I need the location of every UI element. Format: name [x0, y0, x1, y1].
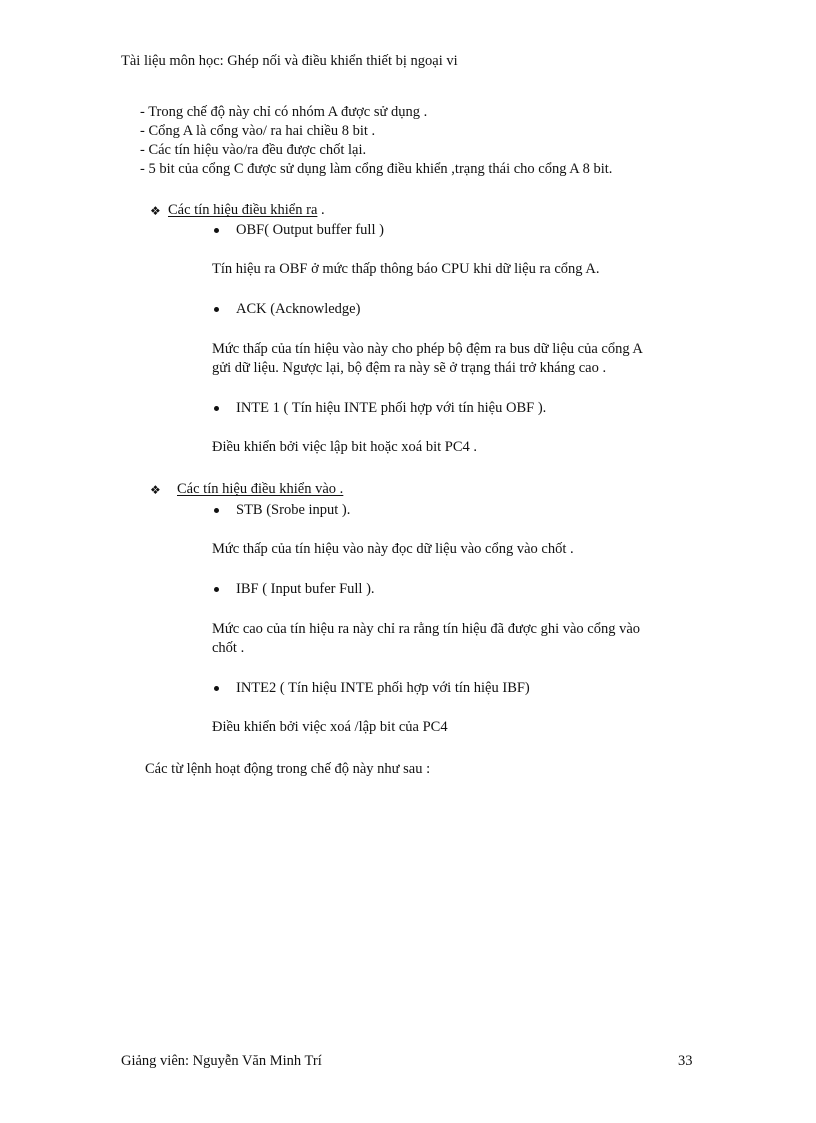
signal-label-inte2: INTE2 ( Tín hiệu INTE phối hợp với tín hiệu IBF)	[236, 680, 530, 696]
signal-desc-ibf-line: Mức cao của tín hiệu ra này chỉ ra rằng tín hiệu đã được ghi vào cổng vào	[212, 621, 641, 637]
bullet-dot-icon	[214, 228, 219, 233]
intro-line: - 5 bit của cổng C được sử dụng làm cổng điều khiển ,trạng thái cho cổng A 8 bit.	[140, 161, 613, 177]
section-heading	[168, 203, 325, 218]
intro-line: - Cổng A là cổng vào/ ra hai chiều 8 bit .	[140, 123, 376, 139]
section-heading-text: Các tín hiệu điều khiển ra	[168, 202, 318, 218]
signal-label-stb: STB (Srobe input ).	[236, 502, 351, 518]
footer-author: Giảng viên: Nguyễn Văn Minh Trí	[121, 1053, 322, 1069]
bullet-dot-icon	[214, 406, 219, 411]
bullet-dot-icon	[214, 587, 219, 592]
page-header-title: Tài liệu môn học: Ghép nối và điều khiển thiết bị ngoại vi	[121, 53, 458, 69]
diamond-bullet-icon: ❖	[150, 204, 161, 218]
signal-label-ack: ACK (Acknowledge)	[236, 301, 361, 317]
diamond-bullet-icon: ❖	[150, 483, 161, 497]
bullet-dot-icon	[214, 508, 219, 513]
signal-label-inte1: INTE 1 ( Tín hiệu INTE phối hợp với tín hiệu OBF ).	[236, 400, 547, 416]
signal-desc-ibf-line: chốt .	[212, 640, 245, 656]
intro-line: - Các tín hiệu vào/ra đều được chốt lại.	[140, 142, 367, 158]
signal-desc-inte1: Điều khiển bởi việc lập bit hoặc xoá bit PC4 .	[212, 439, 477, 455]
section-heading-suffix: .	[317, 202, 325, 218]
signal-desc-ack-line: gửi dữ liệu. Ngược lại, bộ đệm ra này sẽ ở trạng thái trở kháng cao .	[212, 360, 607, 376]
signal-desc-inte2: Điều khiển bởi việc xoá /lập bit của PC4	[212, 719, 448, 735]
signal-desc-ack-line: Mức thấp của tín hiệu vào này cho phép bộ đệm ra bus dữ liệu của cổng A	[212, 341, 643, 357]
page-number: 33	[678, 1053, 693, 1069]
bullet-dot-icon	[214, 686, 219, 691]
closing-paragraph: Các từ lệnh hoạt động trong chế độ này như sau :	[145, 761, 431, 777]
signal-desc-obf: Tín hiệu ra OBF ở mức thấp thông báo CPU khi dữ liệu ra cổng A.	[212, 261, 600, 277]
signal-label-obf: OBF( Output buffer full )	[236, 222, 384, 238]
signal-desc-stb: Mức thấp của tín hiệu vào này đọc dữ liệu vào cổng vào chốt .	[212, 541, 574, 557]
signal-label-ibf: IBF ( Input bufer Full ).	[236, 581, 375, 597]
section-heading-text: Các tín hiệu điều khiển vào .	[177, 481, 344, 497]
intro-line: - Trong chế độ này chỉ có nhóm A được sử dụng .	[140, 104, 428, 120]
bullet-dot-icon	[214, 307, 219, 312]
